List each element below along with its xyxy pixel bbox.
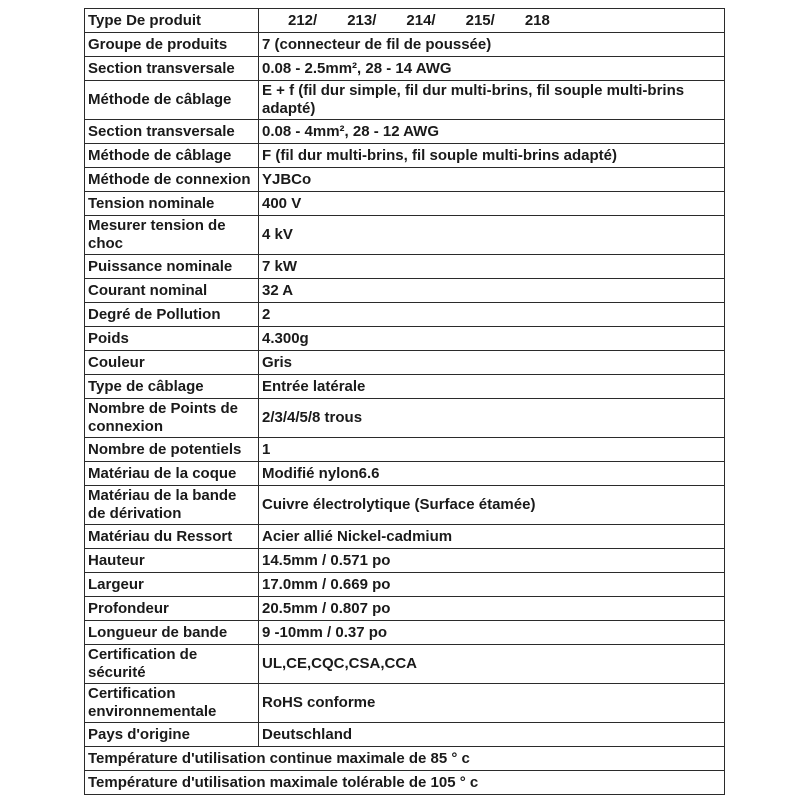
spec-label: Mesurer tension de choc: [88, 217, 226, 252]
spec-label-cell: [85, 621, 259, 645]
spec-value-cell: [259, 303, 725, 327]
spec-value-cell: [259, 9, 725, 33]
spec-row-max-continuous-temperature: [85, 747, 725, 771]
spec-row-pollution-degree: [85, 303, 725, 327]
spec-label: Matériau de la coque: [88, 464, 237, 482]
spec-row-wiring-type: [85, 375, 725, 399]
spec-row-max-tolerable-temperature: [85, 771, 725, 795]
spec-label-cell: [85, 573, 259, 597]
spec-label: Matériau de la bande de dérivation: [88, 487, 237, 522]
spec-value-cell: [259, 375, 725, 399]
spec-value-cell: [259, 279, 725, 303]
spec-value: 0.08 - 2.5mm², 28 - 14 AWG: [262, 59, 452, 77]
spec-label-cell: [85, 351, 259, 375]
spec-value-cell: [259, 192, 725, 216]
spec-value: 0.08 - 4mm², 28 - 12 AWG: [262, 122, 440, 140]
spec-value: 17.0mm / 0.669 po: [262, 575, 391, 593]
spec-label-cell: [85, 33, 259, 57]
spec-label: Section transversale: [88, 122, 235, 140]
spec-value: UL,CE,CQC,CSA,CCA: [262, 655, 418, 672]
spec-row-connection-points: [85, 399, 725, 438]
spec-row-wiring-method-1: [85, 81, 725, 120]
spec-row-wiring-method-2: [85, 144, 725, 168]
spec-row-product-group: [85, 33, 725, 57]
spec-row-cross-section-1: [85, 57, 725, 81]
spec-row-rated-power: [85, 255, 725, 279]
spec-label-cell: [85, 168, 259, 192]
spec-label-cell: [85, 645, 259, 684]
spec-label-cell: [85, 438, 259, 462]
spec-value: YJBCo: [262, 170, 312, 188]
spec-value-cell: [259, 525, 725, 549]
spec-value-cell: [259, 33, 725, 57]
spec-label-cell: [85, 597, 259, 621]
spec-row-connection-method: [85, 168, 725, 192]
spec-label-cell: [85, 9, 259, 33]
spec-label: Groupe de produits: [88, 35, 228, 53]
spec-value: Acier allié Nickel-cadmium: [262, 527, 453, 545]
spec-label-cell: [85, 462, 259, 486]
spec-value: E + f (fil dur simple, fil dur multi-brins, fil souple multi-brins adapté): [262, 82, 685, 117]
spec-label-cell: [85, 375, 259, 399]
spec-label: Type De produit: [88, 11, 202, 29]
spec-value: 2: [262, 305, 271, 323]
spec-label-cell: [85, 81, 259, 120]
spec-label: Matériau du Ressort: [88, 527, 233, 545]
spec-row-weight: [85, 327, 725, 351]
spec-label-cell: [85, 216, 259, 255]
product-type-list: [288, 12, 550, 30]
spec-value-cell: [259, 486, 725, 525]
spec-row-potentials: [85, 438, 725, 462]
spec-label: Largeur: [88, 575, 144, 593]
spec-row-width: [85, 573, 725, 597]
spec-label: Degré de Pollution: [88, 305, 221, 323]
spec-value: 4 kV: [262, 226, 293, 243]
spec-row-cross-section-2: [85, 120, 725, 144]
spec-value-cell: [259, 573, 725, 597]
spec-label: Certification environnementale: [88, 685, 217, 720]
spec-label-cell: [85, 303, 259, 327]
spec-row-color: [85, 351, 725, 375]
spec-value-cell: [259, 684, 725, 723]
spec-label-cell: [85, 525, 259, 549]
spec-value: Gris: [262, 353, 293, 371]
spec-row-busbar-material: [85, 486, 725, 525]
spec-label: Couleur: [88, 353, 145, 371]
spec-value: RoHS conforme: [262, 694, 376, 711]
product-type-value: 212/: [288, 11, 318, 29]
spec-value-cell: [259, 399, 725, 438]
spec-label: Tension nominale: [88, 194, 215, 212]
spec-note: Température d'utilisation maximale tolérable de 105 ° c: [88, 773, 479, 791]
spec-value-cell: [259, 438, 725, 462]
spec-label: Hauteur: [88, 551, 145, 569]
spec-label-cell: [85, 723, 259, 747]
spec-value: Modifié nylon6.6: [262, 464, 380, 482]
spec-value-cell: [259, 645, 725, 684]
spec-label-cell: [85, 192, 259, 216]
spec-label: Courant nominal: [88, 281, 208, 299]
spec-value: 400 V: [262, 194, 302, 212]
spec-label-cell: [85, 549, 259, 573]
spec-label: Section transversale: [88, 59, 235, 77]
spec-label-cell: [85, 255, 259, 279]
spec-note-cell: [85, 747, 725, 771]
spec-value-cell: [259, 597, 725, 621]
spec-value: 7 kW: [262, 257, 298, 275]
product-type-value: 218: [524, 11, 550, 29]
spec-value-cell: [259, 144, 725, 168]
spec-value-cell: [259, 327, 725, 351]
spec-label: Poids: [88, 329, 129, 347]
spec-note-cell: [85, 771, 725, 795]
spec-label-cell: [85, 144, 259, 168]
spec-value: Cuivre électrolytique (Surface étamée): [262, 496, 536, 513]
spec-value: 4.300g: [262, 329, 309, 347]
spec-label: Profondeur: [88, 599, 169, 617]
spec-label: Méthode de câblage: [88, 91, 232, 108]
spec-label-cell: [85, 684, 259, 723]
spec-row-rated-current: [85, 279, 725, 303]
spec-label: Certification de sécurité: [88, 646, 198, 681]
spec-value-cell: [259, 81, 725, 120]
spec-value-cell: [259, 723, 725, 747]
spec-value-cell: [259, 462, 725, 486]
spec-row-height: [85, 549, 725, 573]
spec-note: Température d'utilisation continue maximale de 85 ° c: [88, 749, 470, 767]
spec-value: 9 -10mm / 0.37 po: [262, 623, 388, 641]
spec-value: 20.5mm / 0.807 po: [262, 599, 391, 617]
product-type-value: 213/: [347, 11, 377, 29]
spec-row-rated-impulse-voltage: [85, 216, 725, 255]
spec-label: Nombre de Points de connexion: [88, 400, 239, 435]
spec-label-cell: [85, 120, 259, 144]
spec-value-cell: [259, 255, 725, 279]
product-type-value: 215/: [465, 11, 495, 29]
spec-value: Entrée latérale: [262, 377, 366, 395]
spec-label: Nombre de potentiels: [88, 440, 242, 458]
spec-value-cell: [259, 120, 725, 144]
spec-value-cell: [259, 351, 725, 375]
spec-value: F (fil dur multi-brins, fil souple multi-brins adapté): [262, 146, 617, 164]
spec-label: Puissance nominale: [88, 257, 233, 275]
spec-label: Pays d'origine: [88, 725, 190, 743]
spec-row-country-of-origin: [85, 723, 725, 747]
spec-label-cell: [85, 327, 259, 351]
spec-row-rated-voltage: [85, 192, 725, 216]
spec-value: 7 (connecteur de fil de poussée): [262, 35, 492, 53]
spec-label: Méthode de câblage: [88, 146, 232, 164]
spec-row-spring-material: [85, 525, 725, 549]
spec-row-housing-material: [85, 462, 725, 486]
spec-value: 1: [262, 440, 271, 458]
spec-value-cell: [259, 168, 725, 192]
spec-value: Deutschland: [262, 725, 353, 743]
spec-row-depth: [85, 597, 725, 621]
spec-label: Méthode de connexion: [88, 170, 251, 188]
spec-label-cell: [85, 486, 259, 525]
spec-value-cell: [259, 57, 725, 81]
spec-table: [84, 8, 725, 795]
spec-row-product-type: [85, 9, 725, 33]
spec-value: 32 A: [262, 281, 294, 299]
spec-row-environmental-certification: [85, 684, 725, 723]
spec-value: 14.5mm / 0.571 po: [262, 551, 391, 569]
spec-value-cell: [259, 549, 725, 573]
spec-value-cell: [259, 621, 725, 645]
spec-label-cell: [85, 57, 259, 81]
spec-row-strip-length: [85, 621, 725, 645]
spec-row-safety-certification: [85, 645, 725, 684]
spec-label-cell: [85, 399, 259, 438]
spec-label: Type de câblage: [88, 377, 204, 395]
spec-label-cell: [85, 279, 259, 303]
product-type-value: 214/: [406, 11, 436, 29]
spec-value-cell: [259, 216, 725, 255]
spec-value: 2/3/4/5/8 trous: [262, 409, 363, 426]
spec-label: Longueur de bande: [88, 623, 228, 641]
